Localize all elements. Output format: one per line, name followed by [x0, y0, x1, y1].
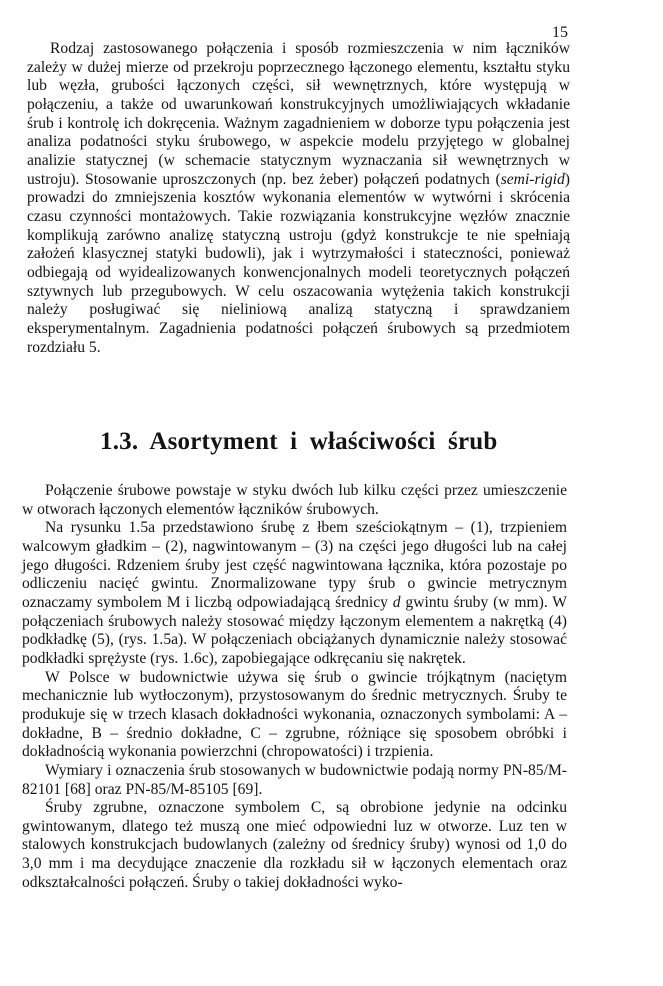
paragraph: Połączenie śrubowe powstaje w styku dwóch lub kilku części przez umieszczenie w otworach łączonych elementów łączników śrubowych.	[22, 482, 567, 518]
paragraph: W Polsce w budownictwie używa się śrub o gwincie trójkątnym (naciętym mechanicznie lub wytłoczonym), przystosowanym do średnic metrycznych. Śruby te produkuje się w trzech klasach dokładności wykonania, oznaczonych symbolami: A – dokładne, B – średnio dokładne, C – zgrubne, różniące się sposobem obróbki i dokładnością wykonania powierzchni (chropowatości) i trzpienia.	[22, 668, 567, 761]
paragraph: Wymiary i oznaczenia śrub stosowanych w budownictwie podają normy PN-85/M-82101 [68] oraz PN-85/M-85105 [69].	[22, 761, 567, 798]
paragraph-text: gwintu śruby (w mm). W połączeniach śrubowych należy stosować między łączonym elementem a nakrętką (4) podkładkę (5), (rys. 1.5a). W połączeniach obciążanych dynamicznie należy stosować podkładki sprężyste (rys. 1.6c), zapobiegające odkręcaniu się nakrętek.	[22, 593, 568, 667]
paragraph	[27, 40, 570, 357]
section-connection-types	[27, 40, 570, 357]
italic-term: semi-rigid	[500, 170, 565, 188]
paragraph: Śruby zgrubne, oznaczone symbolem C, są obrobione jedynie na odcinku gwintowanym, dlatego też muszą one mieć odpowiedni luz w otworze. Luz ten w stalowych konstrukcjach budowlanych (zależny od średnicy śruby) wynosi od 1,0 do 3,0 mm i ma decydujące znaczenie dla rozkładu sił w łączonych elementach oraz odkształcalności połączeń. Śruby o takiej dokładności wyko-	[22, 799, 567, 891]
italic-symbol: d	[392, 593, 401, 611]
page-number: 15	[552, 24, 568, 41]
paragraph	[22, 519, 567, 668]
paragraph-text: ) prowadzi do zmniejszenia kosztów wykonania elementów w wytwórni i skrócenia czasu czynności montażowych. Takie rozwiązania konstrukcyjne węzłów znacznie komplikują zarówno analizę statyczną ustroju (gdyż konstrukcje te nie spełniają założeń klasycznej statyki budowli), jak i wytrzymałości i stateczności, ponieważ odbiegają od wyidealizowanych konwencjonalnych modeli teoretycznych połączeń sztywnych lub przegubowych. W celu oszacowania wytężenia takich konstrukcji należy posługiwać się nieliniową analizą statyczną i sprawdzaniem eksperymentalnym. Zagadnienia podatności połączeń śrubowych są przedmiotem rozdziału 5.	[27, 170, 570, 356]
section-heading: 1.3. Asortyment i właściwości śrub	[100, 428, 498, 455]
paragraph-text: Na rysunku 1.5a przedstawiono śrubę z łbem sześciokątnym – (1), trzpieniem walcowym gładkim – (2), nagwintowanym – (3) na części jego długości lub na całej jego długości. Rdzeniem śruby jest część nagwintowana łącznika, która pozostaje po odliczeniu nacięć gwintu. Znormalizowane typy śrub o gwincie metrycznym oznaczamy symbolem M i liczbą odpowiadającą średnicy	[22, 519, 567, 611]
section-bolt-assortment	[22, 482, 567, 892]
paragraph-text: Rodzaj zastosowanego połączenia i sposób rozmieszczenia w nim łączników zależy w dużej mierze od przekroju poprzecznego łączonego elementu, kształtu styku lub węzła, grubości łączonych części, sił wewnętrznych, które występują w połączeniu, a także od uwarunkowań konstrukcyjnych umożliwiających wkładanie śrub i kontrolę ich dokręcenia. Ważnym zagadnieniem w doborze typu połączenia jest analiza podatności styku śrubowego, w aspekcie modelu przyjętego w globalnej analizie statycznej (w schemacie statycznym wyznaczania sił wewnętrznych w ustroju). Stosowanie uproszczonych (np. bez żeber) połączeń podatnych (	[27, 40, 570, 188]
